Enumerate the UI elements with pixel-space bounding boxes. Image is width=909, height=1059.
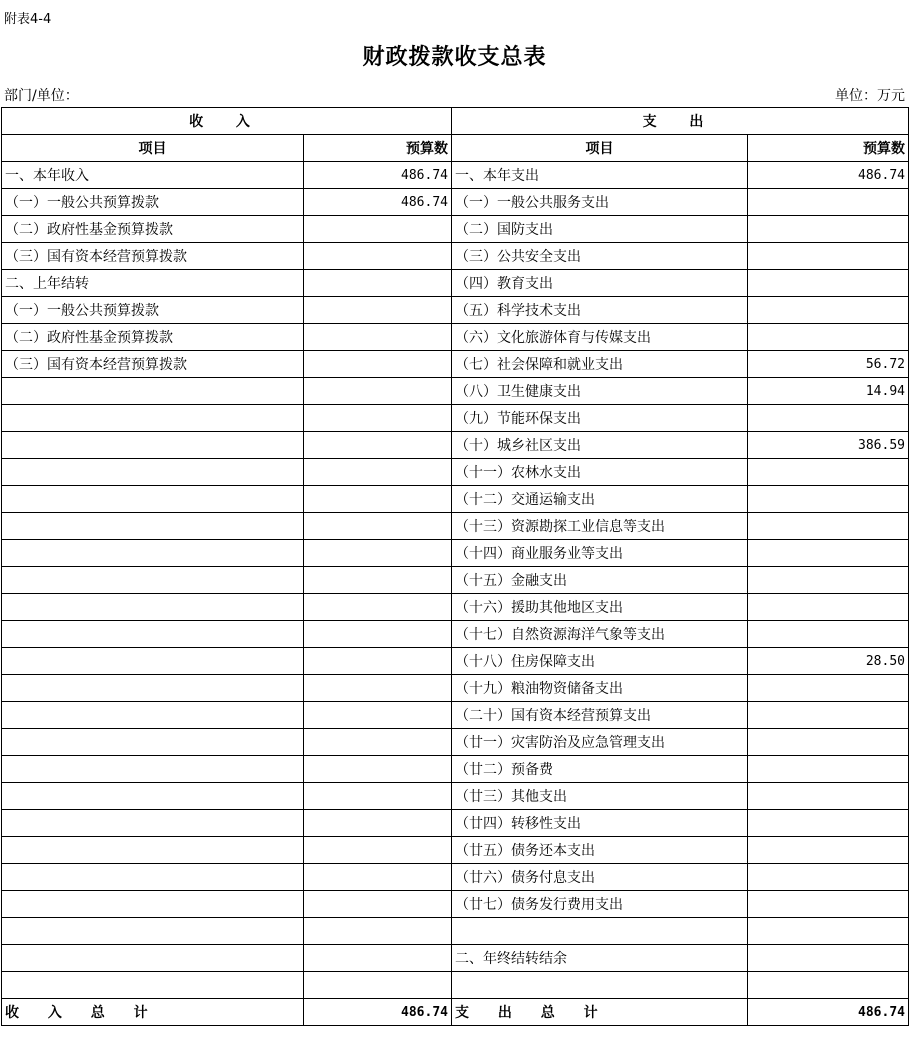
- table-row: [2, 324, 909, 351]
- expense-amount-cell: [748, 675, 909, 702]
- expense-item-cell: （一）一般公共服务支出: [452, 189, 748, 216]
- income-total-label: 收 入 总 计: [2, 999, 304, 1026]
- expense-amount-cell: [748, 459, 909, 486]
- expense-item-cell: （九）节能环保支出: [452, 405, 748, 432]
- expense-item-cell: [452, 918, 748, 945]
- table-row: [2, 351, 909, 378]
- income-item-cell: （三）国有资本经营预算拨款: [2, 351, 304, 378]
- income-item-cell: [2, 837, 304, 864]
- income-amount-cell: [304, 621, 452, 648]
- income-item-cell: [2, 756, 304, 783]
- expense-amount-cell: [748, 189, 909, 216]
- expense-item-cell: （十四）商业服务业等支出: [452, 540, 748, 567]
- expense-amount-cell: [748, 945, 909, 972]
- expense-amount-cell: [748, 729, 909, 756]
- expense-amount-cell: [748, 837, 909, 864]
- table-row: [2, 432, 909, 459]
- expense-amount-cell: [748, 594, 909, 621]
- income-amount-cell: [304, 324, 452, 351]
- table-row: [2, 864, 909, 891]
- expense-amount-cell: [748, 567, 909, 594]
- expense-budget-header: 预算数: [748, 135, 909, 162]
- expense-item-cell: （廿一）灾害防治及应急管理支出: [452, 729, 748, 756]
- income-item-cell: [2, 486, 304, 513]
- income-item-cell: [2, 594, 304, 621]
- expense-item-cell: （七）社会保障和就业支出: [452, 351, 748, 378]
- expense-amount-cell: 28.50: [748, 648, 909, 675]
- expense-item-header: 项目: [452, 135, 748, 162]
- income-amount-cell: [304, 297, 452, 324]
- table-row: [2, 783, 909, 810]
- expense-amount-cell: [748, 702, 909, 729]
- expense-item-cell: （三）公共安全支出: [452, 243, 748, 270]
- expense-amount-cell: [748, 540, 909, 567]
- expense-item-cell: （十八）住房保障支出: [452, 648, 748, 675]
- income-amount-cell: [304, 243, 452, 270]
- expense-amount-cell: [748, 756, 909, 783]
- income-amount-cell: [304, 891, 452, 918]
- table-row: [2, 756, 909, 783]
- expense-amount-cell: [748, 972, 909, 999]
- income-item-cell: [2, 945, 304, 972]
- table-row: [2, 297, 909, 324]
- income-amount-cell: [304, 945, 452, 972]
- expense-amount-cell: 386.59: [748, 432, 909, 459]
- income-amount-cell: [304, 486, 452, 513]
- income-item-header: 项目: [2, 135, 304, 162]
- section-expense-header: 支 出: [452, 108, 909, 135]
- income-item-cell: [2, 405, 304, 432]
- table-row: [2, 594, 909, 621]
- expense-item-cell: （廿四）转移性支出: [452, 810, 748, 837]
- expense-item-cell: （十二）交通运输支出: [452, 486, 748, 513]
- expense-item-cell: （廿三）其他支出: [452, 783, 748, 810]
- expense-item-cell: （廿二）预备费: [452, 756, 748, 783]
- attachment-label: 附表4-4: [4, 12, 52, 27]
- income-item-cell: [2, 432, 304, 459]
- expense-amount-cell: 56.72: [748, 351, 909, 378]
- expense-amount-cell: [748, 864, 909, 891]
- expense-amount-cell: [748, 270, 909, 297]
- table-row: [2, 540, 909, 567]
- expense-item-cell: （五）科学技术支出: [452, 297, 748, 324]
- income-item-cell: [2, 648, 304, 675]
- expense-item-cell: （十九）粮油物资储备支出: [452, 675, 748, 702]
- income-item-cell: （二）政府性基金预算拨款: [2, 324, 304, 351]
- department-label: 部门/单位：: [4, 88, 79, 104]
- table-row: [2, 891, 909, 918]
- expense-amount-cell: [748, 783, 909, 810]
- table-row: [2, 729, 909, 756]
- expense-amount-cell: [748, 297, 909, 324]
- income-amount-cell: 486.74: [304, 162, 452, 189]
- expense-item-cell: （二十）国有资本经营预算支出: [452, 702, 748, 729]
- table-row: [2, 405, 909, 432]
- expense-item-cell: （六）文化旅游体育与传媒支出: [452, 324, 748, 351]
- income-item-cell: 一、本年收入: [2, 162, 304, 189]
- expense-item-cell: （十）城乡社区支出: [452, 432, 748, 459]
- income-item-cell: [2, 459, 304, 486]
- expense-item-cell: （十三）资源勘探工业信息等支出: [452, 513, 748, 540]
- budget-summary-table: [1, 107, 909, 1026]
- expense-amount-cell: [748, 243, 909, 270]
- table-row: [2, 486, 909, 513]
- income-amount-cell: [304, 675, 452, 702]
- income-amount-cell: [304, 540, 452, 567]
- table-row: [2, 702, 909, 729]
- income-amount-cell: [304, 567, 452, 594]
- income-item-cell: [2, 729, 304, 756]
- table-row: [2, 459, 909, 486]
- table-row: [2, 621, 909, 648]
- expense-amount-cell: [748, 810, 909, 837]
- income-amount-cell: [304, 351, 452, 378]
- expense-amount-cell: [748, 513, 909, 540]
- expense-amount-cell: [748, 216, 909, 243]
- table-row: [2, 837, 909, 864]
- income-item-cell: （一）一般公共预算拨款: [2, 297, 304, 324]
- income-item-cell: [2, 891, 304, 918]
- column-header-row: [2, 135, 909, 162]
- table-row: [2, 567, 909, 594]
- income-item-cell: [2, 540, 304, 567]
- income-amount-cell: 486.74: [304, 189, 452, 216]
- table-row: [2, 648, 909, 675]
- expense-total-label: 支 出 总 计: [452, 999, 748, 1026]
- income-item-cell: [2, 783, 304, 810]
- expense-amount-cell: 14.94: [748, 378, 909, 405]
- unit-label: 单位：万元: [835, 88, 905, 104]
- expense-amount-cell: [748, 405, 909, 432]
- income-item-cell: （二）政府性基金预算拨款: [2, 216, 304, 243]
- expense-item-cell: （二）国防支出: [452, 216, 748, 243]
- table-row: [2, 216, 909, 243]
- income-item-cell: （三）国有资本经营预算拨款: [2, 243, 304, 270]
- income-amount-cell: [304, 810, 452, 837]
- expense-item-cell: （八）卫生健康支出: [452, 378, 748, 405]
- expense-amount-cell: 486.74: [748, 162, 909, 189]
- income-item-cell: [2, 621, 304, 648]
- income-item-cell: [2, 972, 304, 999]
- income-item-cell: [2, 918, 304, 945]
- expense-amount-cell: [748, 891, 909, 918]
- page-title: 财政拨款收支总表: [362, 45, 547, 70]
- income-amount-cell: [304, 459, 452, 486]
- table-row: [2, 243, 909, 270]
- income-amount-cell: [304, 918, 452, 945]
- expense-item-cell: （十六）援助其他地区支出: [452, 594, 748, 621]
- income-amount-cell: [304, 378, 452, 405]
- expense-amount-cell: [748, 324, 909, 351]
- table-row: [2, 918, 909, 945]
- section-income-header: 收 入: [2, 108, 452, 135]
- expense-item-cell: [452, 972, 748, 999]
- income-amount-cell: [304, 648, 452, 675]
- table-row: [2, 810, 909, 837]
- section-header-row: [2, 108, 909, 135]
- table-row: [2, 972, 909, 999]
- expense-item-cell: （廿六）债务付息支出: [452, 864, 748, 891]
- income-amount-cell: [304, 702, 452, 729]
- income-item-cell: （一）一般公共预算拨款: [2, 189, 304, 216]
- income-item-cell: [2, 567, 304, 594]
- income-amount-cell: [304, 405, 452, 432]
- income-amount-cell: [304, 594, 452, 621]
- income-item-cell: [2, 810, 304, 837]
- income-item-cell: [2, 864, 304, 891]
- income-amount-cell: [304, 756, 452, 783]
- income-item-cell: 二、上年结转: [2, 270, 304, 297]
- income-amount-cell: [304, 270, 452, 297]
- income-amount-cell: [304, 729, 452, 756]
- expense-item-cell: （四）教育支出: [452, 270, 748, 297]
- total-row: [2, 999, 909, 1026]
- expense-item-cell: （十七）自然资源海洋气象等支出: [452, 621, 748, 648]
- table-row: [2, 270, 909, 297]
- expense-item-cell: （廿七）债务发行费用支出: [452, 891, 748, 918]
- expense-amount-cell: [748, 918, 909, 945]
- expense-item-cell: 一、本年支出: [452, 162, 748, 189]
- income-item-cell: [2, 513, 304, 540]
- income-amount-cell: [304, 783, 452, 810]
- table-row: [2, 189, 909, 216]
- income-amount-cell: [304, 972, 452, 999]
- income-amount-cell: [304, 513, 452, 540]
- income-item-cell: [2, 378, 304, 405]
- income-amount-cell: [304, 837, 452, 864]
- table-row: [2, 378, 909, 405]
- expense-item-cell: （十一）农林水支出: [452, 459, 748, 486]
- expense-total-amount: 486.74: [748, 999, 909, 1026]
- income-total-amount: 486.74: [304, 999, 452, 1026]
- expense-amount-cell: [748, 486, 909, 513]
- table-row: [2, 513, 909, 540]
- table-row: [2, 945, 909, 972]
- income-amount-cell: [304, 432, 452, 459]
- income-item-cell: [2, 702, 304, 729]
- expense-item-cell: （十五）金融支出: [452, 567, 748, 594]
- expense-item-cell: （廿五）债务还本支出: [452, 837, 748, 864]
- table-row: [2, 162, 909, 189]
- expense-item-cell: 二、年终结转结余: [452, 945, 748, 972]
- income-budget-header: 预算数: [304, 135, 452, 162]
- income-amount-cell: [304, 216, 452, 243]
- expense-amount-cell: [748, 621, 909, 648]
- income-item-cell: [2, 675, 304, 702]
- income-amount-cell: [304, 864, 452, 891]
- table-row: [2, 675, 909, 702]
